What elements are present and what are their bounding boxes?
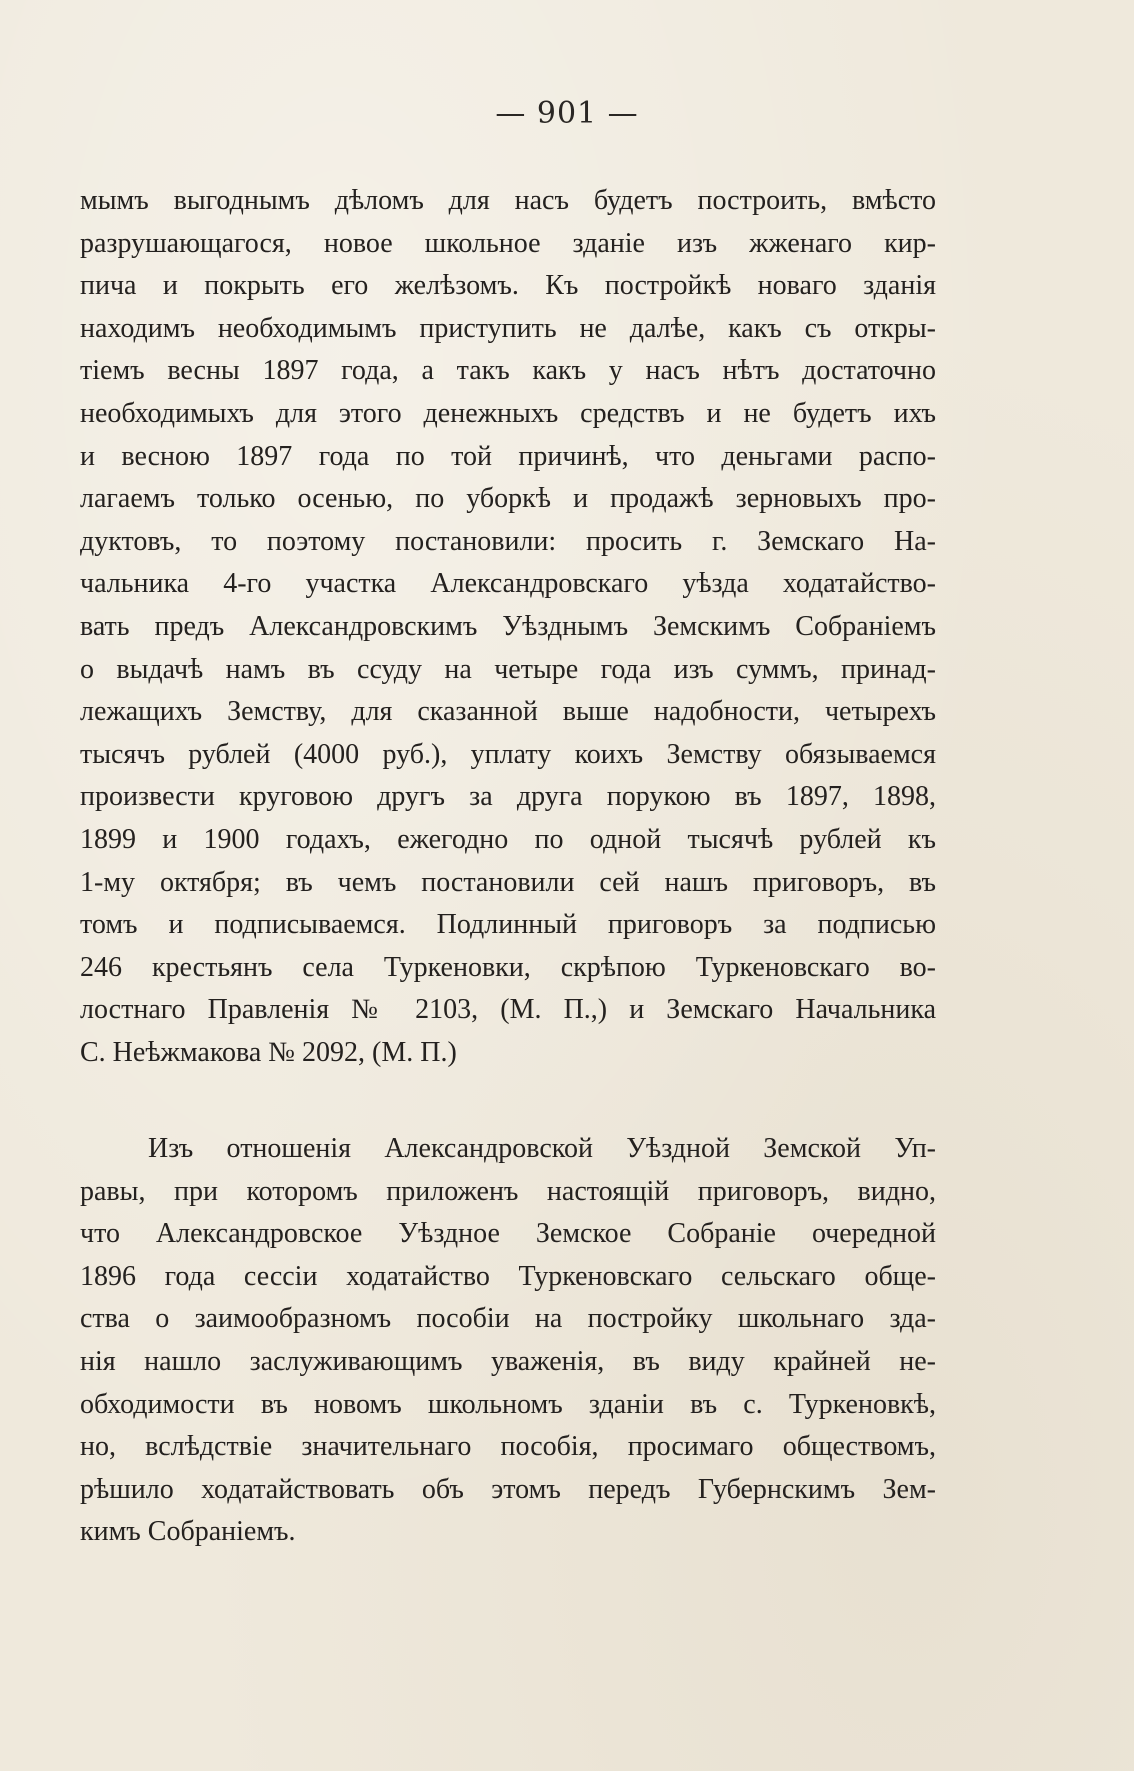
text-line: тіемъ весны 1897 года, а такъ какъ у насъ нѣтъ достаточно xyxy=(80,355,936,387)
text-line: 246 крестьянъ села Туркеновки, скрѣпою Туркеновскаго во- xyxy=(80,951,936,983)
text-line: лагаемъ только осенью, по уборкѣ и продажѣ зерновыхъ про- xyxy=(80,483,936,515)
text-line: 1-му октября; въ чемъ постановили сей нашъ приговоръ, въ xyxy=(80,866,936,898)
text-line: но, вслѣдствіе значительнаго пособія, просимаго обществомъ, xyxy=(80,1431,936,1463)
text-line: 1899 и 1900 годахъ, ежегодно по одной тысячѣ рублей къ xyxy=(80,823,936,855)
text-line: обходимости въ новомъ школьномъ зданіи въ с. Туркеновкѣ, xyxy=(80,1388,936,1420)
text-line: лостнаго Правленія № 2103, (М. П.,) и Земскаго Начальника xyxy=(80,994,936,1026)
text-line: дуктовъ, то поэтому постановили: просить г. Земскаго На- xyxy=(80,525,936,557)
paragraph-2 xyxy=(80,1128,936,1554)
page-number: — 901 — xyxy=(495,96,639,131)
text-line: лежащихъ Земству, для сказанной выше надобности, четырехъ xyxy=(80,696,936,728)
paragraph-1 xyxy=(80,180,936,1074)
text-line: чальника 4-го участка Александровскаго уѣзда ходатайство- xyxy=(80,568,936,600)
text-line: произвести круговою другъ за друга порукою въ 1897, 1898, xyxy=(80,781,936,813)
text-line: С. Нeѣжмакова № 2092, (М. П.) xyxy=(80,1036,457,1068)
text-line: что Александровское Уѣздное Земское Собраніе очередной xyxy=(80,1218,936,1250)
text-line: кимъ Собраніемъ. xyxy=(80,1516,296,1548)
text-line: разрушающагося, новое школьное зданіе изъ жженаго кир- xyxy=(80,227,936,259)
text-line: о выдачѣ намъ въ ссуду на четыре года изъ суммъ, принад- xyxy=(80,653,936,685)
text-line: нія нашло заслуживающимъ уваженія, въ виду крайней не- xyxy=(80,1345,936,1377)
text-line: вать предъ Александровскимъ Уѣзднымъ Земскимъ Собраніемъ xyxy=(80,610,936,642)
text-line: томъ и подписываемся. Подлинный приговоръ за подписью xyxy=(80,909,936,941)
text-line: и весною 1897 года по той причинѣ, что деньгами распо- xyxy=(80,440,936,472)
text-line: необходимыхъ для этого денежныхъ средствъ и не будетъ ихъ xyxy=(80,397,936,429)
text-line: пича и покрыть его желѣзомъ. Къ постройкѣ новаго зданія xyxy=(80,270,936,302)
text-line: находимъ необходимымъ приступить не далѣе, какъ съ откры- xyxy=(80,312,936,344)
text-line: рѣшило ходатайствовать объ этомъ передъ Губернскимъ Зем- xyxy=(80,1473,936,1505)
text-line: равы, при которомъ приложенъ настоящій приговоръ, видно, xyxy=(80,1175,936,1207)
text-line: 1896 года сессіи ходатайство Туркеновскаго сельскаго обще- xyxy=(80,1260,936,1292)
text-line: ства о заимообразномъ пособіи на постройку школьнаго зда- xyxy=(80,1303,936,1335)
text-line: тысячъ рублей (4000 руб.), уплату коихъ Земству обязываемся xyxy=(80,738,936,770)
text-line: мымъ выгоднымъ дѣломъ для насъ будетъ построить, вмѣсто xyxy=(80,185,936,216)
text-line: Изъ отношенія Александровской Уѣздной Земской Уп- xyxy=(148,1133,936,1164)
